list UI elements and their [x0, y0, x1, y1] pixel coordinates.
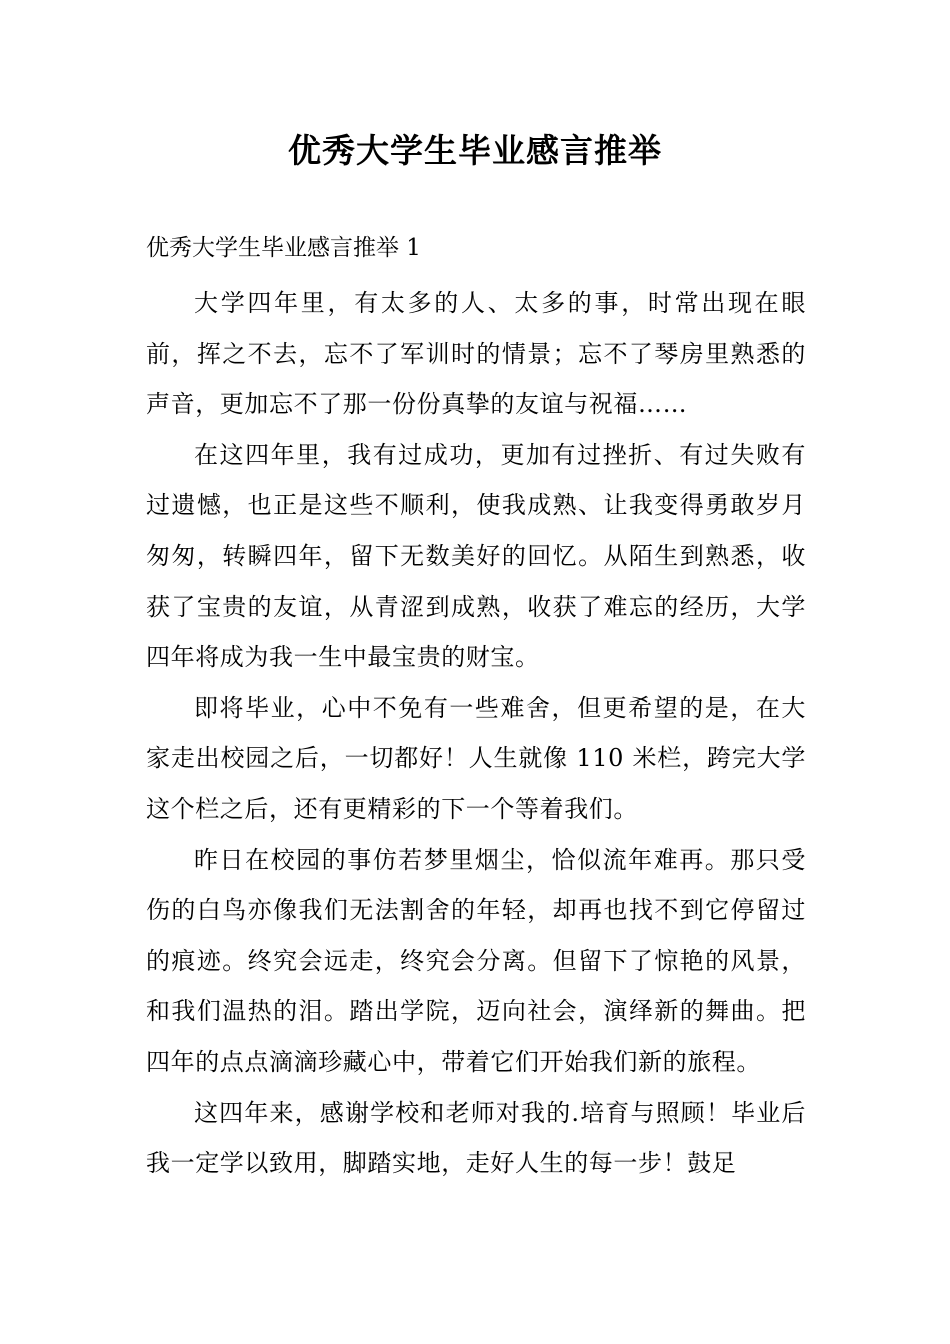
document-body — [146, 278, 806, 1189]
document-title: 优秀大学生毕业感言推举 — [288, 131, 662, 170]
paragraph-4: 昨日在校园的事仿若梦里烟尘，恰似流年难再。那只受伤的白鸟亦像我们无法割舍的年轻，却再也找不到它停留过的痕迹。终究会远走，终究会分离。但留下了惊艳的风景，和我们温热的泪。踏出学院，迈向社会，演绎新的舞曲。把四年的点点滴滴珍藏心中，带着它们开始我们新的旅程。 — [146, 845, 806, 1076]
paragraph-2: 在这四年里，我有过成功，更加有过挫折、有过失败有过遗憾，也正是这些不顺利，使我成熟、让我变得勇敢岁月匆匆，转瞬四年，留下无数美好的回忆。从陌生到熟悉，收获了宝贵的友谊，从青涩到成熟，收获了难忘的经历，大学四年将成为我一生中最宝贵的财宝。 — [146, 440, 806, 672]
section-heading: 优秀大学生毕业感言推举 1 — [146, 235, 421, 261]
paragraph-1: 大学四年里，有太多的人、太多的事，时常出现在眼前，挥之不去，忘不了军训时的情景；忘不了琴房里熟悉的声音，更加忘不了那一份份真挚的友谊与祝福…… — [146, 289, 806, 419]
paragraph-5: 这四年来，感谢学校和老师对我的.培育与照顾！毕业后我一定学以致用，脚踏实地，走好人生的每一步！鼓足 — [146, 1098, 806, 1178]
paragraph-3: 即将毕业，心中不免有一些难舍，但更希望的是，在大家走出校园之后，一切都好！人生就像 110 米栏，跨完大学这个栏之后，还有更精彩的下一个等着我们。 — [146, 693, 806, 823]
